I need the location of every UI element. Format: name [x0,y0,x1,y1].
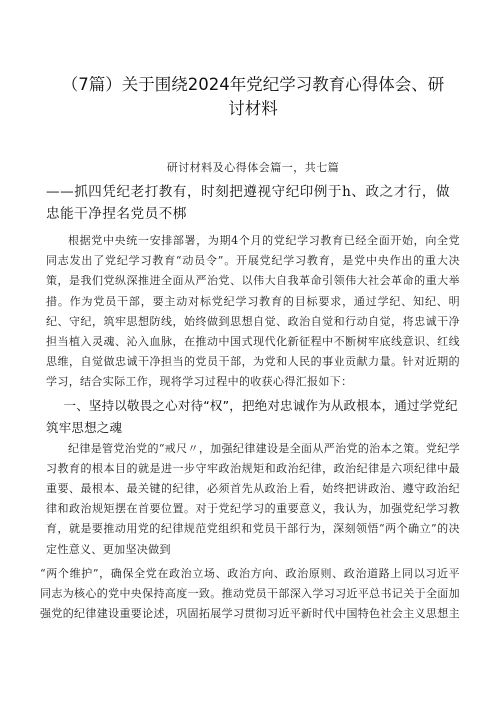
document-subtitle: 研讨材料及心得体会篇一，共七篇 [166,161,340,174]
document-title: （7篇）关于围绕2024年党纪学习教育心得体会、研讨材料 [61,75,445,118]
body-paragraph-3: “两个维护”，确保全党在政治立场、政治方向、政治原则、政治道路上同以习近平同志为核心的党中央保持高度一致。推动党员干部深入学习习近平总书记关于全面加强党的纪律建设重要论述，巩固拓展学习贯彻习近平新时代中国特色社会主义思想主 [40,566,460,621]
section-heading-1: 一、坚持以敬畏之心对待“权”，把绝对忠诚作为从政根本，通过学党纪筑牢思想之魂 [46,397,458,435]
body-paragraph-1: 根据党中央统一安排部署，为期4个月的党纪学习教育已经全面开始，向全党同志发出了党纪学习教育“动员令”。开展党纪学习教育，是党中央作出的重大决策，是我们党纵深推进全面从严治党、以伟大自我革命引领伟大社会革命的重大举措。作为党员干部，要主动对标党纪学习教育的目标要求，通过学纪、知纪、明纪、守纪，筑牢思想防线，始终做到思想自觉、政治自觉和行动自觉，将忠诚干净担当植入灵魂、沁入血脉，在推动中国式现代化新征程中不断树牢底线意识、红线思维，自觉做忠诚干净担当的党员干部，为党和人民的事业贡献力量。针对近期的学习，结合实际工作，现将学习过程中的收获心得汇报如下： [46,234,460,389]
lead-statement: ——抓四凭纪老打教有，时刻把遵视守纪印例于h、政之才行，做忠能干净捏名党员不梆 [46,184,451,222]
body-paragraph-2: 纪律是管党治党的“戒尺〃，加强纪律建设是全面从严治党的治本之策。党纪学习教育的根本目的就是进一步守牢政治规矩和政治纪律，政治纪律是六项纪律中最重要、最根本、最关键的纪律，必须首先从政治上看，始终把讲政治、遵守政治纪律和政治规矩摆在首要位置。对于党纪学习的重要意义，我认为，加强党纪学习教育，就是要推动用党的纪律规范党组织和党员干部行为，深刻领悟“两个确立”的决定性意义、更加坚决做到 [46,441,460,556]
